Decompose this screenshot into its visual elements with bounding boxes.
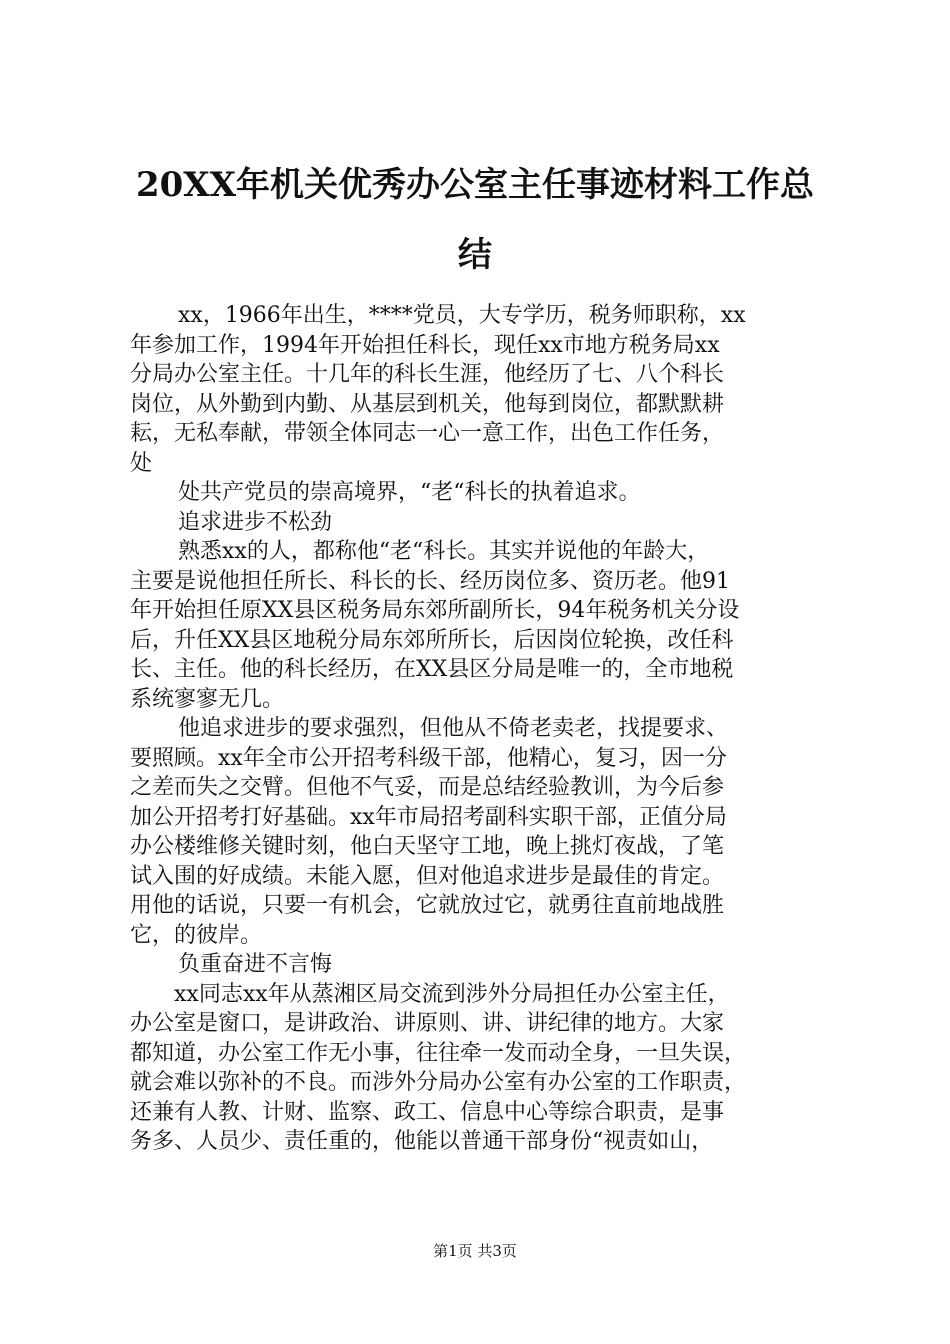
section-heading: 追求进步不松劲 [178,509,333,535]
body-line: 试入围的好成绩。未能入愿，但对他追求进步是最佳的肯定。 [130,863,725,889]
body-line: 熟悉xx的人，都称他“老“科长。其实并说他的年龄大， [178,539,710,564]
body-line: 之差而失之交臂。但他不气妥，而是总结经验教训，为今后参 [130,775,725,800]
body-line: 系统寥寥无几。 [130,686,285,712]
page-footer: 第1页 共3页 [433,1242,517,1260]
body-line: 处 [130,450,153,476]
body-line: 它，的彼岸。 [130,922,263,948]
body-line: 都知道，办公室工作无小事，往往牵一发而动全身，一旦失误， [130,1040,747,1066]
body-line: 务多、人员少、责任重的，他能以普通干部身份“视责如山， [130,1129,714,1154]
body-line: 要照顾。xx年全市公开招考科级干部，他精心，复习，因一分 [130,745,727,771]
body-line: 年开始担任原XX县区税务局东郊所副所长，94年税务机关分设 [130,598,740,623]
body-line: 处共产党员的崇高境界，“老“科长的执着追求。 [178,480,641,505]
body-line: 后，升任XX县区地税分局东郊所所长，后因岗位轮换，改任科 [130,627,734,653]
body-line: xx，1966年出生，****党员，大专学历，税务师职称，xx [178,303,746,328]
document-title-line-2: 结 [458,235,492,275]
document-body [130,301,830,1157]
body-line: 年参加工作，1994年开始担任科长，现任xx市地方税务局xx [130,332,720,358]
body-line: xx同志xx年从蒸湘区局交流到涉外分局担任办公室主任， [174,981,730,1007]
body-line: 岗位，从外勤到内勤、从基层到机关，他每到岗位，都默默耕 [130,391,725,417]
section-heading: 负重奋进不言悔 [178,952,333,977]
body-line: 加公开招考打好基础。xx年市局招考副科实职干部，正值分局 [130,804,727,830]
body-line: 耘，无私奉献，带领全体同志一心一意工作，出色工作任务， [130,421,725,446]
body-line: 办公楼维修关键时刻，他白天坚守工地，晚上挑灯夜战，了笔 [130,834,725,859]
body-line: 用他的话说，只要一有机会，它就放过它，就勇往直前地战胜 [130,893,725,918]
body-line: 还兼有人教、计财、监察、政工、信息中心等综合职责，是事 [130,1099,725,1125]
body-line: 主要是说他担任所长、科长的长、经历岗位多、资历老。他91 [130,568,730,594]
body-line: 分局办公室主任。十几年的科长生涯，他经历了七、八个科长 [130,362,725,387]
body-line: 他追求进步的要求强烈，但他从不倚老卖老，找提要求、 [178,716,729,741]
body-line: 就会难以弥补的不良。而涉外分局办公室有办公室的工作职责， [130,1070,747,1095]
body-line: 办公室是窗口，是讲政治、讲原则、讲、讲纪律的地方。大家 [130,1011,725,1036]
document-title-line-1: 20XX年机关优秀办公室主任事迹材料工作总 [135,165,815,205]
body-line: 长、主任。他的科长经历，在XX县区分局是唯一的，全市地税 [130,657,734,682]
